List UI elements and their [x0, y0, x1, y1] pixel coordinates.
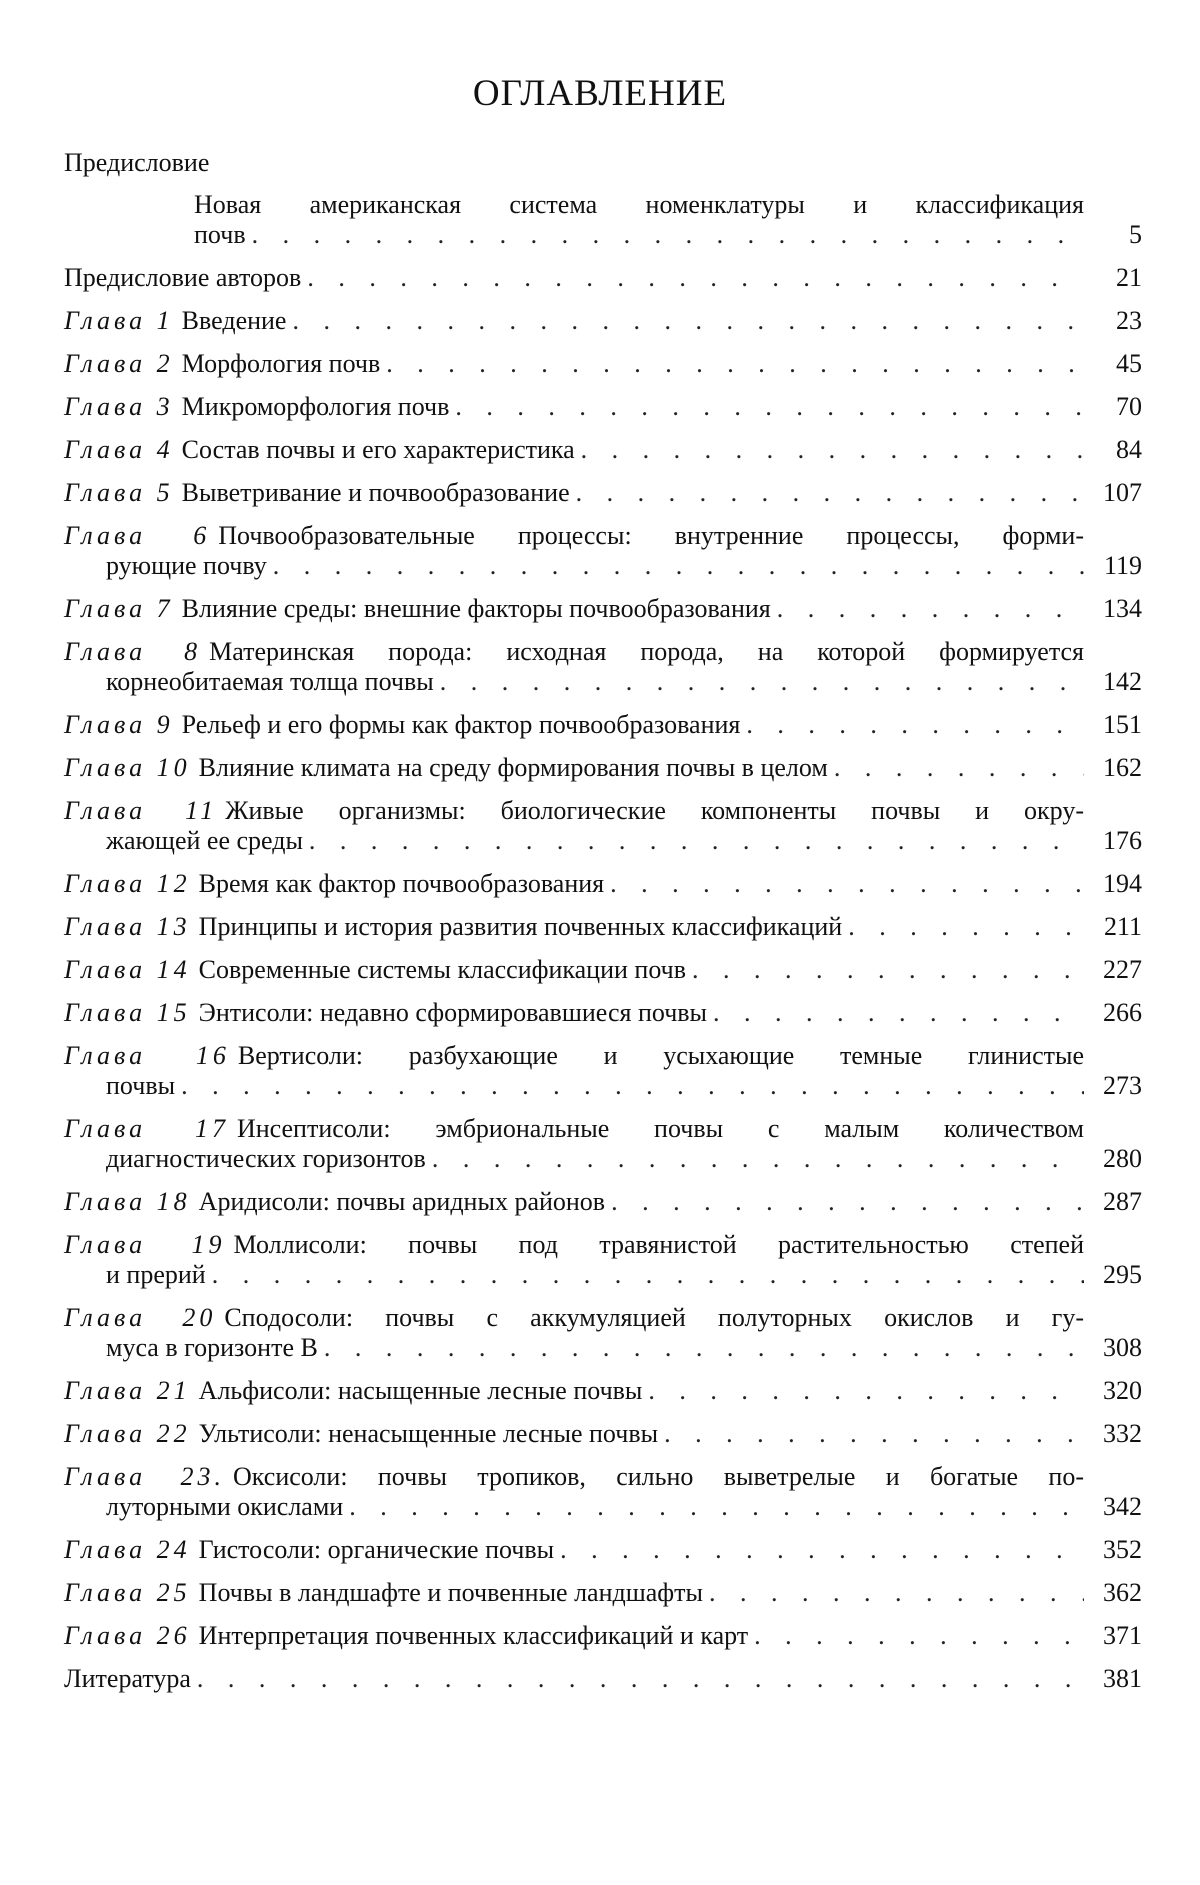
toc-entry-line — [64, 349, 1142, 379]
toc-entry-line — [64, 306, 1142, 336]
dot-leader — [611, 1187, 1084, 1217]
toc-entry-line — [64, 220, 1142, 250]
toc-entry-title: диагностических горизонтов — [106, 1144, 426, 1173]
dot-leader — [307, 263, 1084, 293]
dot-leader — [455, 392, 1084, 422]
toc-entry-line — [64, 1492, 1142, 1522]
toc-entry — [64, 912, 1142, 942]
dot-leader — [197, 1664, 1084, 1694]
toc-entry-title: Литература — [64, 1664, 191, 1693]
chapter-label: Глава 21 — [64, 1376, 191, 1405]
dot-leader — [610, 869, 1084, 899]
toc-entry-line — [64, 1535, 1142, 1565]
toc-entry — [64, 1230, 1142, 1290]
page-number: 142 — [1103, 667, 1142, 696]
toc-entry-title-start: Почвообразовательные процессы: внутренние процессы, форми- — [218, 521, 1085, 550]
chapter-label: Глава 3 — [64, 392, 174, 421]
toc-entry-first-line — [64, 1462, 1142, 1492]
toc-list — [64, 190, 1142, 1707]
toc-entry — [64, 594, 1142, 624]
page-number: 134 — [1103, 594, 1142, 623]
toc-entry — [64, 1578, 1142, 1608]
dot-leader — [560, 1535, 1084, 1565]
toc-entry — [64, 1535, 1142, 1565]
toc-entry-title-start: Моллисоли: почвы под травянистой растительностью степей — [233, 1230, 1084, 1259]
toc-entry — [64, 710, 1142, 740]
toc-entry-line — [64, 710, 1142, 740]
toc-entry-first-line — [64, 637, 1142, 667]
toc-entry-title: и прерий — [106, 1260, 206, 1289]
page-number: 45 — [1116, 349, 1142, 378]
toc-entry-title: Предисловие авторов — [64, 263, 302, 292]
toc-entry-title: корнеобитаемая толща почвы — [106, 667, 434, 696]
page-number: 119 — [1103, 551, 1142, 580]
dot-leader — [746, 710, 1084, 740]
preface-heading: Предисловие — [64, 148, 210, 177]
chapter-label: Глава 14 — [64, 955, 191, 984]
chapter-label: Глава 5 — [64, 478, 174, 507]
dot-leader — [692, 955, 1084, 985]
page-number: 107 — [1103, 478, 1142, 507]
page-number: 21 — [1116, 263, 1142, 292]
chapter-label: Глава 16 — [64, 1041, 230, 1070]
toc-entry-title-start: Инсептисоли: эмбриональные почвы с малым количеством — [236, 1114, 1084, 1143]
page-number: 84 — [1116, 435, 1142, 464]
dot-leader — [848, 912, 1084, 942]
page-number: 342 — [1103, 1492, 1142, 1521]
toc-entry-title: Морфология почв — [181, 349, 381, 378]
toc-entry — [64, 306, 1142, 336]
dot-leader — [324, 1333, 1084, 1363]
page-number: 194 — [1103, 869, 1142, 898]
chapter-label: Глава 2 — [64, 349, 174, 378]
toc-entry-line — [64, 1578, 1142, 1608]
toc-entry-title: Почвы в ландшафте и почвенные ландшафты — [198, 1578, 703, 1607]
dot-leader — [581, 435, 1084, 465]
page-number: 151 — [1103, 710, 1142, 739]
dot-leader — [576, 478, 1084, 508]
page-number: 162 — [1103, 753, 1142, 782]
page-number: 70 — [1116, 392, 1142, 421]
toc-entry-line — [64, 1419, 1142, 1449]
toc-entry-line — [64, 1187, 1142, 1217]
toc-entry-title-start: Материнская порода: исходная порода, на которой формируется — [209, 637, 1084, 666]
toc-entry-title: Микроморфология почв — [181, 392, 450, 421]
toc-entry-title: Рельеф и его формы как фактор почвообразования — [181, 710, 741, 739]
toc-entry — [64, 263, 1142, 293]
toc-entry-title: Состав почвы и его характеристика — [181, 435, 575, 464]
chapter-label: Глава 20 — [64, 1303, 217, 1332]
toc-entry — [64, 753, 1142, 783]
chapter-label: Глава 24 — [64, 1535, 191, 1564]
toc-entry — [64, 1187, 1142, 1217]
dot-leader — [834, 753, 1084, 783]
dot-leader — [309, 826, 1084, 856]
toc-entry-title: Принципы и история развития почвенных классификаций — [198, 912, 843, 941]
toc-entry — [64, 637, 1142, 697]
toc-entry-title: Время как фактор почвообразования — [198, 869, 605, 898]
dot-leader — [273, 551, 1084, 581]
toc-entry-title: Альфисоли: насыщенные лесные почвы — [198, 1376, 643, 1405]
chapter-label: Глава 12 — [64, 869, 191, 898]
toc-entry-title: Аридисоли: почвы аридных районов — [198, 1187, 606, 1216]
toc-entry-line — [64, 998, 1142, 1028]
toc-entry-title: муса в горизонте В — [106, 1333, 318, 1362]
toc-entry-first-line — [64, 1230, 1142, 1260]
toc-entry-title: Влияние климата на среду формирования почвы в целом — [198, 753, 828, 782]
toc-entry-line — [64, 263, 1142, 293]
toc-entry-line — [64, 826, 1142, 856]
dot-leader — [181, 1071, 1084, 1101]
chapter-label: Глава 11 — [64, 796, 218, 825]
chapter-label: Глава 8 — [64, 637, 202, 666]
page-number: 273 — [1103, 1071, 1142, 1100]
toc-entry-title-start: Живые организмы: биологические компоненты почвы и окру- — [225, 796, 1084, 825]
page-title: ОГЛАВЛЕНИЕ — [472, 73, 728, 114]
toc-entry — [64, 1114, 1142, 1174]
toc-entry-title-start: Вертисоли: разбухающие и усыхающие темные глинистые — [237, 1041, 1084, 1070]
toc-entry — [64, 955, 1142, 985]
toc-entry-line — [64, 478, 1142, 508]
toc-entry-line — [64, 1333, 1142, 1363]
toc-entry-title: Энтисоли: недавно сформировавшиеся почвы — [198, 998, 708, 1027]
toc-entry-first-line — [64, 521, 1142, 551]
toc-entry — [64, 1462, 1142, 1522]
toc-entry-line — [64, 1376, 1142, 1406]
toc-entry — [64, 1041, 1142, 1101]
toc-entry-line — [64, 392, 1142, 422]
page-number: 320 — [1103, 1376, 1142, 1405]
dot-leader — [713, 998, 1084, 1028]
toc-entry — [64, 1664, 1142, 1694]
toc-entry-title-start: Сподосоли: почвы с аккумуляцией полуторных окислов и гу- — [224, 1303, 1084, 1332]
toc-entry — [64, 521, 1142, 581]
toc-entry-line — [64, 594, 1142, 624]
dot-leader — [349, 1492, 1084, 1522]
chapter-label: Глава 15 — [64, 998, 191, 1027]
chapter-label: Глава 4 — [64, 435, 174, 464]
dot-leader — [212, 1260, 1084, 1290]
dot-leader — [386, 349, 1084, 379]
chapter-label: Глава 10 — [64, 753, 191, 782]
toc-entry-title: Интерпретация почвенных классификаций и карт — [198, 1621, 749, 1650]
toc-entry-line — [64, 753, 1142, 783]
toc-entry-line — [64, 1144, 1142, 1174]
page-number: 5 — [1129, 220, 1142, 249]
toc-entry — [64, 349, 1142, 379]
chapter-label: Глава 9 — [64, 710, 174, 739]
toc-entry-first-line — [64, 1114, 1142, 1144]
chapter-label: Глава 23. — [64, 1462, 226, 1491]
toc-entry-title: Выветривание и почвообразование — [181, 478, 570, 507]
toc-entry — [64, 998, 1142, 1028]
chapter-label: Глава 25 — [64, 1578, 191, 1607]
toc-entry — [64, 435, 1142, 465]
toc-entry-line — [64, 869, 1142, 899]
toc-entry — [64, 1303, 1142, 1363]
toc-entry-title: Ультисоли: ненасыщенные лесные почвы — [198, 1419, 659, 1448]
toc-entry-line — [64, 1664, 1142, 1694]
dot-leader — [648, 1376, 1084, 1406]
page-number: 362 — [1103, 1578, 1142, 1607]
page-number: 295 — [1103, 1260, 1142, 1289]
toc-entry-first-line — [64, 1041, 1142, 1071]
toc-entry-line — [64, 551, 1142, 581]
toc-entry-line — [64, 1071, 1142, 1101]
toc-entry-line — [64, 955, 1142, 985]
toc-entry-line — [64, 912, 1142, 942]
page-number: 211 — [1103, 912, 1142, 941]
toc-entry-title: рующие почву — [106, 551, 267, 580]
toc-entry-title: луторными окислами — [106, 1492, 344, 1521]
chapter-label: Глава 1 — [64, 306, 174, 335]
dot-leader — [440, 667, 1084, 697]
page-number: 266 — [1103, 998, 1142, 1027]
toc-entry-title-start: Оксисоли: почвы тропиков, сильно выветрелые и богатые по- — [233, 1462, 1084, 1491]
dot-leader — [292, 306, 1084, 336]
toc-entry-first-line — [64, 190, 1142, 220]
toc-entry-title: почвы — [106, 1071, 176, 1100]
dot-leader — [664, 1419, 1084, 1449]
page-number: 176 — [1103, 826, 1142, 855]
chapter-label: Глава 22 — [64, 1419, 191, 1448]
toc-entry — [64, 869, 1142, 899]
page-number: 332 — [1103, 1419, 1142, 1448]
page-number: 352 — [1103, 1535, 1142, 1564]
dot-leader — [709, 1578, 1084, 1608]
chapter-label: Глава 6 — [64, 521, 211, 550]
page-number: 381 — [1103, 1664, 1142, 1693]
toc-entry-title: почв — [194, 220, 246, 249]
dot-leader — [252, 220, 1084, 250]
page-number: 23 — [1116, 306, 1142, 335]
toc-entry-line — [64, 435, 1142, 465]
chapter-label: Глава 26 — [64, 1621, 191, 1650]
toc-entry — [64, 1419, 1142, 1449]
page-number: 308 — [1103, 1333, 1142, 1362]
toc-entry-line — [64, 1260, 1142, 1290]
dot-leader — [432, 1144, 1084, 1174]
page-number: 371 — [1103, 1621, 1142, 1650]
toc-entry — [64, 796, 1142, 856]
chapter-label: Глава 7 — [64, 594, 174, 623]
toc-entry-title: Современные системы классификации почв — [198, 955, 686, 984]
toc-entry-title: Влияние среды: внешние факторы почвообразования — [181, 594, 771, 623]
dot-leader — [777, 594, 1084, 624]
page-number: 280 — [1103, 1144, 1142, 1173]
toc-entry — [64, 1376, 1142, 1406]
toc-entry-title: жающей ее среды — [106, 826, 303, 855]
dot-leader — [754, 1621, 1084, 1651]
toc-entry-title: Введение — [181, 306, 287, 335]
chapter-label: Глава 18 — [64, 1187, 191, 1216]
chapter-label: Глава 19 — [64, 1230, 226, 1259]
toc-entry — [64, 190, 1142, 250]
toc-entry-line — [64, 1621, 1142, 1651]
chapter-label: Глава 13 — [64, 912, 191, 941]
toc-entry — [64, 1621, 1142, 1651]
toc-entry-first-line — [64, 1303, 1142, 1333]
toc-entry — [64, 478, 1142, 508]
page-number: 287 — [1103, 1187, 1142, 1216]
toc-entry-line — [64, 667, 1142, 697]
toc-entry — [64, 392, 1142, 422]
toc-entry-title: Гистосоли: органические почвы — [198, 1535, 555, 1564]
toc-entry-title-start: Новая американская система номенклатуры и классификация — [194, 190, 1084, 219]
chapter-label: Глава 17 — [64, 1114, 229, 1143]
toc-entry-first-line — [64, 796, 1142, 826]
page-number: 227 — [1103, 955, 1142, 984]
